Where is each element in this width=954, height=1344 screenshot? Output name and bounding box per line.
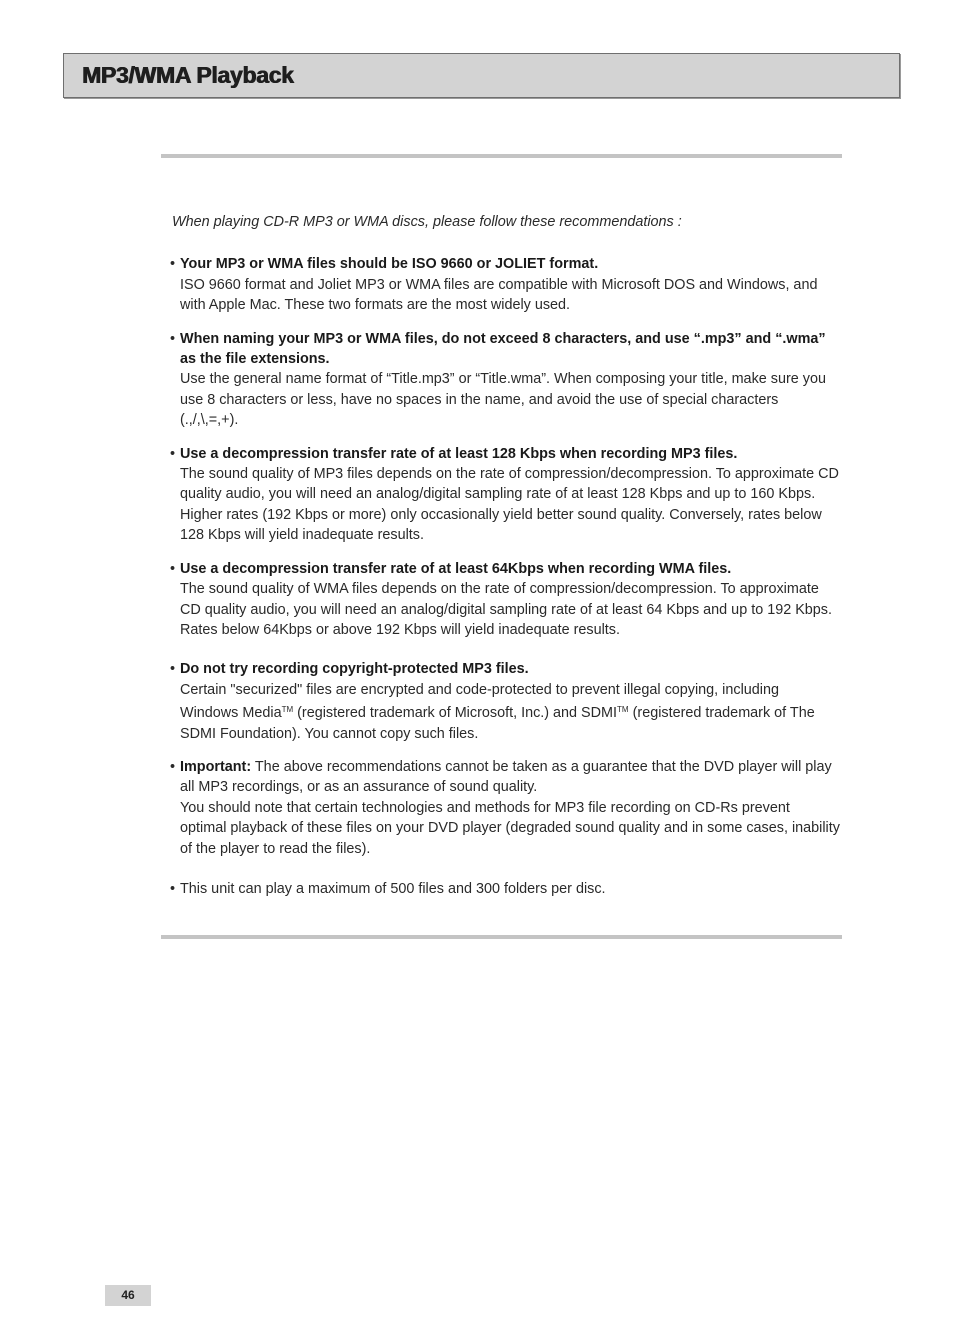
list-item <box>170 659 840 744</box>
bullet-icon: • <box>170 330 176 347</box>
item-heading: Use a decompression transfer rate of at least 64Kbps when recording WMA files. <box>180 560 732 577</box>
item-body: Use the general name format of “Title.mp3” or “Title.wma”. When composing your title, make sure you use 8 characters or less, have no spaces in the name, and avoid the use of special characters (.,/,\,=,+). <box>180 371 826 429</box>
page-number: 46 <box>105 1285 151 1306</box>
page-title: MP3/WMA Playback <box>82 62 294 88</box>
list-item <box>170 329 840 431</box>
item-heading: Use a decompression transfer rate of at least 128 Kbps when recording MP3 files. <box>180 445 738 462</box>
item-body: You should note that certain technologies and methods for MP3 file recording on CD-Rs prevent optimal playback of these files on your DVD player (degraded sound quality and in some cases, inability of the player to read the files). <box>180 799 840 857</box>
item-body: The sound quality of MP3 files depends on the rate of compression/decompression. To approximate CD quality audio, you will need an analog/digital sampling rate of at least 128 Kbps and up to 160 Kbps. Higher rates (192 Kbps or more) only occasionally yield better sound quality. Conversely, rates below 128 Kbps will yield inadequate results. <box>180 466 839 544</box>
list-item <box>170 559 840 641</box>
item-heading: Your MP3 or WMA files should be ISO 9660 or JOLIET format. <box>180 256 599 273</box>
bullet-icon: • <box>170 758 176 775</box>
item-body: ISO 9660 format and Joliet MP3 or WMA files are compatible with Microsoft DOS and Windows, and with Apple Mac. These two formats are the most widely used. <box>180 276 818 314</box>
bullet-icon: • <box>170 661 176 678</box>
list-item <box>170 879 840 899</box>
item-heading: Important: <box>180 758 252 775</box>
item-body-inline: This unit can play a maximum of 500 files and 300 folders per disc. <box>180 880 606 897</box>
list-item <box>170 444 840 546</box>
recommendations-content <box>170 212 840 899</box>
item-body-inline: Important: The above recommendations cannot be taken as a guarantee that the DVD player will play all MP3 recordings, or as an assurance of sound quality. <box>180 758 832 796</box>
item-body: Certain "securized" files are encrypted and code-protected to prevent illegal copying, including Windows Media™ (registered trademark of Microsoft, Inc.) and SDMI™ (registered trademark of The SDMI Foundation). You cannot copy such files. <box>180 681 815 742</box>
bullet-icon: • <box>170 560 176 577</box>
item-heading: Do not try recording copyright-protected MP3 files. <box>180 661 529 678</box>
bottom-divider <box>161 935 842 939</box>
section-header <box>63 53 900 98</box>
bullet-icon: • <box>170 256 176 273</box>
bullet-icon: • <box>170 445 176 462</box>
list-item <box>170 757 840 859</box>
list-item <box>170 254 840 315</box>
trademark-mark: TM <box>617 705 629 715</box>
bullet-icon: • <box>170 880 176 897</box>
intro-text: When playing CD-R MP3 or WMA discs, please follow these recommendations : <box>172 214 682 230</box>
top-divider <box>161 154 842 158</box>
trademark-mark: TM <box>281 705 294 715</box>
item-heading: When naming your MP3 or WMA files, do not exceed 8 characters, and use “.mp3” and “.wma” as the file extensions. <box>180 330 826 368</box>
item-body: The sound quality of WMA files depends on the rate of compression/decompression. To approximate CD quality audio, you will need an analog/digital sampling rate of at least 64 Kbps and up to 192 Kbps. Rates below 64Kbps or above 192 Kbps will yield inadequate results. <box>180 581 832 638</box>
